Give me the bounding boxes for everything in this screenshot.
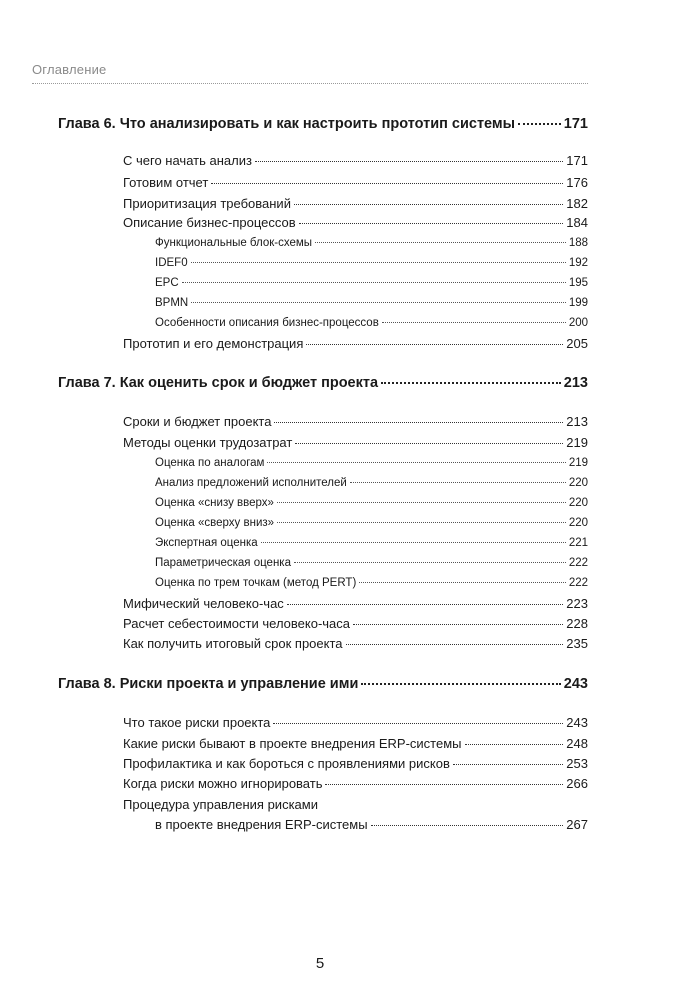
entry-title: Когда риски можно игнорировать <box>123 776 323 791</box>
entry-title: Готовим отчет <box>123 175 209 190</box>
subentry-page: 220 <box>568 497 588 509</box>
entry-page: 267 <box>566 817 588 832</box>
toc-subentry[interactable] <box>155 477 588 489</box>
toc-entry[interactable] <box>123 336 588 351</box>
toc-entry[interactable] <box>123 414 588 429</box>
toc-chapter-8[interactable] <box>58 676 588 692</box>
entry-page: 253 <box>566 756 588 771</box>
dot-leader <box>274 422 563 423</box>
dot-leader <box>346 644 564 645</box>
dot-leader <box>191 302 566 303</box>
dot-leader <box>381 382 561 384</box>
toc-entry[interactable] <box>123 776 588 791</box>
toc-entry-first-line[interactable]: Процедура управления рисками <box>123 797 318 812</box>
entry-title: Какие риски бывают в проекте внедрения ERP-системы <box>123 736 462 751</box>
dot-leader <box>299 223 564 224</box>
toc-entry-continuation[interactable] <box>155 817 588 832</box>
dot-leader <box>267 462 565 463</box>
toc-entry[interactable] <box>123 736 588 751</box>
toc-subentry[interactable] <box>155 257 588 269</box>
chapter-page: 243 <box>563 676 588 692</box>
dot-leader <box>182 282 566 283</box>
running-header-title: Оглавление <box>32 62 107 77</box>
dot-leader <box>294 204 563 205</box>
subentry-title: Оценка по аналогам <box>155 457 265 469</box>
subentry-page: 219 <box>568 457 588 469</box>
toc-entry[interactable] <box>123 435 588 450</box>
toc-subentry[interactable] <box>155 457 588 469</box>
entry-page: 223 <box>566 596 588 611</box>
subentry-page: 222 <box>568 577 588 589</box>
toc-entry[interactable] <box>123 196 588 211</box>
subentry-page: 220 <box>568 477 588 489</box>
subentry-title: Анализ предложений исполнителей <box>155 477 347 489</box>
dot-leader <box>465 744 564 745</box>
dot-leader <box>453 764 563 765</box>
subentry-title: Параметрическая оценка <box>155 557 291 569</box>
entry-title: Сроки и бюджет проекта <box>123 414 272 429</box>
toc-entry[interactable] <box>123 616 588 631</box>
entry-page: 182 <box>566 196 588 211</box>
entry-page: 235 <box>566 636 588 651</box>
dot-leader <box>277 502 566 503</box>
subentry-title: Оценка «сверху вниз» <box>155 517 275 529</box>
subentry-page: 192 <box>568 257 588 269</box>
entry-title: Прототип и его демонстрация <box>123 336 304 351</box>
toc-subentry[interactable] <box>155 297 588 309</box>
toc-entry[interactable] <box>123 215 588 230</box>
dot-leader <box>325 784 563 785</box>
dot-leader <box>382 322 566 323</box>
toc-subentry[interactable] <box>155 317 588 329</box>
subentry-page: 195 <box>568 277 588 289</box>
subentry-title: Оценка по трем точкам (метод PERT) <box>155 577 357 589</box>
entry-title: Расчет себестоимости человеко-часа <box>123 616 351 631</box>
entry-page: 248 <box>566 736 588 751</box>
entry-page: 219 <box>566 435 588 450</box>
toc-entry[interactable] <box>123 756 588 771</box>
chapter-title: Глава 7. Как оценить срок и бюджет проекта <box>58 375 379 391</box>
toc-chapter-7[interactable] <box>58 375 588 391</box>
chapter-page: 171 <box>563 116 588 132</box>
running-header <box>32 62 588 84</box>
dot-leader <box>255 161 563 162</box>
dot-leader <box>353 624 563 625</box>
chapter-page: 213 <box>563 375 588 391</box>
page-number: 5 <box>315 955 325 972</box>
subentry-page: 221 <box>568 537 588 549</box>
subentry-title: BPMN <box>155 297 189 309</box>
toc-subentry[interactable] <box>155 237 588 249</box>
entry-page: 171 <box>566 153 588 168</box>
subentry-page: 199 <box>568 297 588 309</box>
toc-subentry[interactable] <box>155 537 588 549</box>
subentry-title: IDEF0 <box>155 257 188 269</box>
dot-leader <box>273 723 563 724</box>
subentry-page: 188 <box>568 237 588 249</box>
toc-chapter-6[interactable] <box>58 116 588 132</box>
subentry-page: 200 <box>568 317 588 329</box>
dot-leader <box>361 683 560 685</box>
entry-page: 184 <box>566 215 588 230</box>
entry-page: 243 <box>566 715 588 730</box>
dot-leader <box>261 542 566 543</box>
header-divider <box>32 83 588 84</box>
toc-entry[interactable] <box>123 715 588 730</box>
toc-subentry[interactable] <box>155 557 588 569</box>
toc-entry[interactable] <box>123 153 588 168</box>
entry-title: Как получить итоговый срок проекта <box>123 636 343 651</box>
toc-subentry[interactable] <box>155 517 588 529</box>
entry-title: Профилактика и как бороться с проявлениями рисков <box>123 756 450 771</box>
dot-leader <box>518 123 561 125</box>
entry-page: 266 <box>566 776 588 791</box>
entry-page: 213 <box>566 414 588 429</box>
toc-entry[interactable] <box>123 596 588 611</box>
entry-title: С чего начать анализ <box>123 153 252 168</box>
subentry-title: Особенности описания бизнес-процессов <box>155 317 379 329</box>
toc-subentry[interactable] <box>155 497 588 509</box>
dot-leader <box>306 344 563 345</box>
subentry-title: EPC <box>155 277 179 289</box>
dot-leader <box>294 562 566 563</box>
entry-page: 176 <box>566 175 588 190</box>
dot-leader <box>315 242 566 243</box>
subentry-title: Экспертная оценка <box>155 537 258 549</box>
toc-entry[interactable] <box>123 636 588 651</box>
chapter-title: Глава 6. Что анализировать и как настроить прототип системы <box>58 116 516 132</box>
entry-page: 205 <box>566 336 588 351</box>
toc-subentry[interactable] <box>155 277 588 289</box>
dot-leader <box>191 262 566 263</box>
subentry-title: Функциональные блок-схемы <box>155 237 313 249</box>
subentry-title: Оценка «снизу вверх» <box>155 497 274 509</box>
subentry-page: 220 <box>568 517 588 529</box>
dot-leader <box>295 443 563 444</box>
entry-page: 228 <box>566 616 588 631</box>
entry-title: Что такое риски проекта <box>123 715 271 730</box>
entry-title: Мифический человеко-час <box>123 596 284 611</box>
dot-leader <box>359 582 566 583</box>
entry-title: Методы оценки трудозатрат <box>123 435 293 450</box>
dot-leader <box>211 183 563 184</box>
entry-title-continuation: в проекте внедрения ERP-системы <box>155 817 368 832</box>
entry-title: Описание бизнес-процессов <box>123 215 296 230</box>
dot-leader <box>287 604 564 605</box>
dot-leader <box>277 522 566 523</box>
chapter-title: Глава 8. Риски проекта и управление ими <box>58 676 359 692</box>
dot-leader <box>350 482 566 483</box>
subentry-page: 222 <box>568 557 588 569</box>
dot-leader <box>371 825 564 826</box>
toc-entry[interactable] <box>123 175 588 190</box>
entry-title: Приоритизация требований <box>123 196 291 211</box>
toc-subentry[interactable] <box>155 577 588 589</box>
